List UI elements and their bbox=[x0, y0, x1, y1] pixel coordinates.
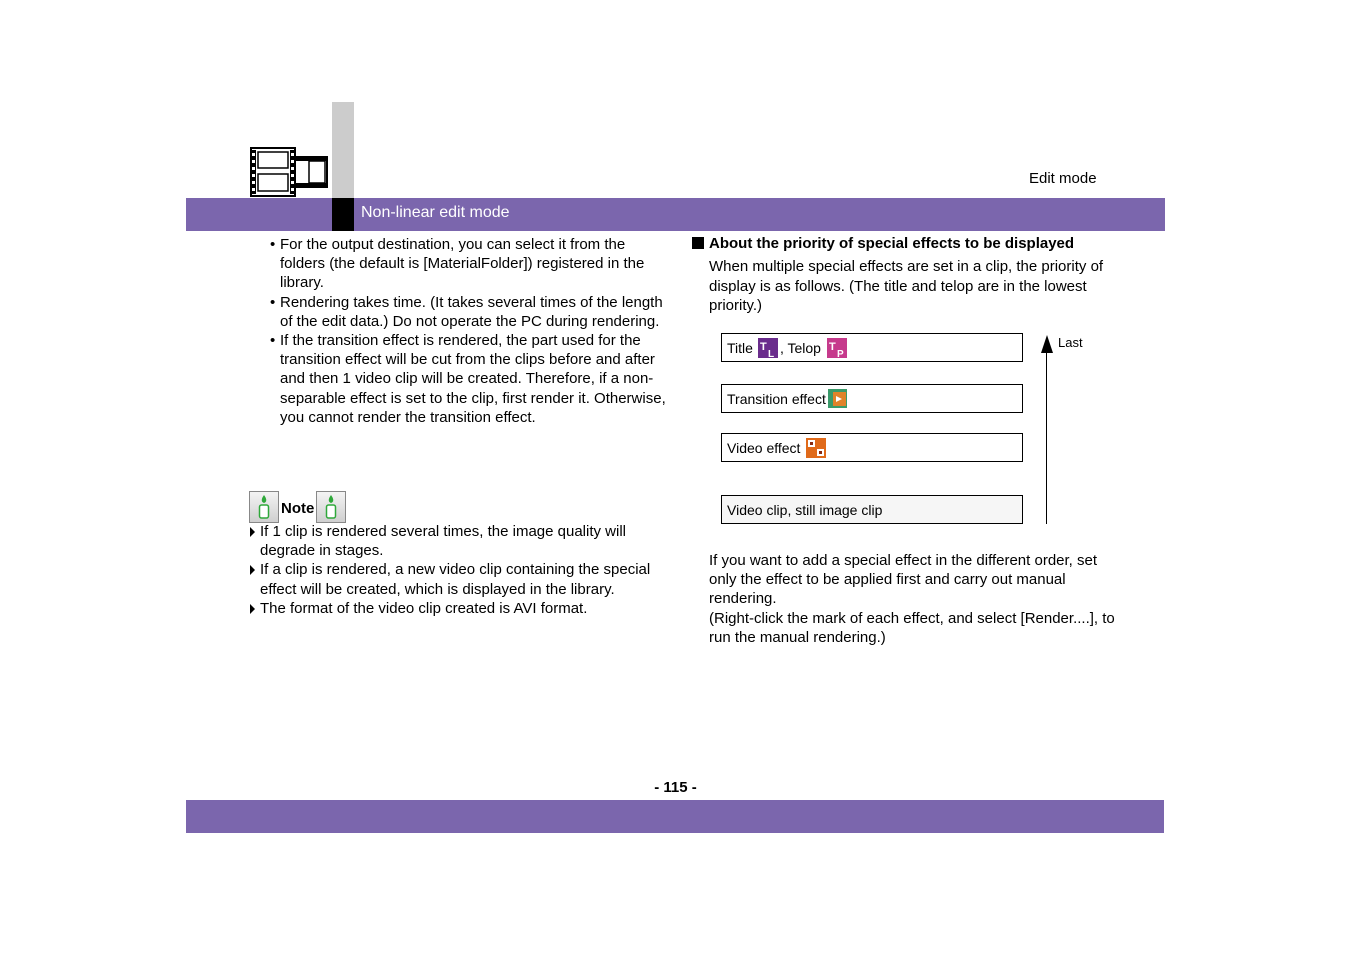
svg-text:T: T bbox=[828, 340, 836, 353]
list-item: If a clip is rendered, a new video clip containing the special effect will be created, which is displayed in the library. bbox=[248, 560, 668, 598]
priority-heading: About the priority of special effects to be displayed bbox=[709, 235, 1075, 252]
title-label: Title bbox=[727, 339, 753, 356]
film-strip-icon bbox=[249, 146, 329, 198]
output-bullets bbox=[270, 235, 670, 427]
closing-paragraph: If you want to add a special effect in the different order, set only the effect to be applied first and carry out manual rendering. bbox=[709, 552, 1098, 608]
transition-effect-icon bbox=[828, 389, 847, 408]
list-item: • For the output destination, you can select it from the folders (the default is [MaterialFolder]) registered in the library. bbox=[270, 235, 670, 293]
priority-box-video-effect bbox=[721, 433, 1023, 462]
priority-arrow-head bbox=[1041, 335, 1053, 353]
telop-icon bbox=[827, 338, 847, 358]
svg-text:L: L bbox=[767, 348, 775, 358]
list-item: The format of the video clip created is AVI format. bbox=[248, 599, 668, 618]
list-item: If 1 clip is rendered several times, the image quality will degrade in stages. bbox=[248, 522, 668, 560]
video-effect-icon bbox=[806, 438, 826, 458]
priority-box-clip bbox=[721, 495, 1023, 524]
heading-square-icon bbox=[692, 237, 704, 249]
priority-box-title-telop bbox=[721, 333, 1023, 362]
last-label: Last bbox=[1058, 335, 1083, 350]
list-item: • Rendering takes time. (It takes several times of the length of the edit data.) Do not operate the PC during rendering. bbox=[270, 293, 670, 331]
section-title: Non-linear edit mode bbox=[361, 204, 510, 221]
title-icon bbox=[758, 338, 778, 358]
closing-text bbox=[709, 551, 1119, 647]
list-item: • If the transition effect is rendered, the part used for the transition effect will be cut from the clips before and after and then 1 video clip will be created. Therefore, if a non-separable effect is set to the clip, first render it. Otherwise, you cannot render the transition effect. bbox=[270, 331, 670, 427]
video-effect-label: Video effect bbox=[727, 439, 801, 456]
clip-label: Video clip, still image clip bbox=[727, 501, 883, 518]
note-heading bbox=[249, 490, 346, 524]
header-black-tab bbox=[332, 198, 354, 231]
note-list bbox=[248, 522, 668, 618]
page-number: - 115 - bbox=[654, 779, 697, 796]
transition-label: Transition effect bbox=[727, 390, 826, 407]
note-label: Note bbox=[281, 499, 315, 517]
edit-mode-label: Edit mode bbox=[1029, 170, 1097, 187]
priority-intro: When multiple special effects are set in a clip, the priority of display is as follows. (The title and telop are in the lowest priority.) bbox=[709, 258, 1104, 314]
header-gray-tab bbox=[332, 102, 354, 198]
telop-label: , Telop bbox=[779, 339, 821, 356]
priority-arrow-line bbox=[1046, 348, 1047, 524]
svg-text:P: P bbox=[836, 348, 844, 358]
closing-paragraph: (Right-click the mark of each effect, and select [Render....], to run the manual rendering.) bbox=[709, 609, 1115, 646]
note-candle-icon bbox=[249, 491, 279, 523]
note-candle-icon bbox=[316, 491, 346, 523]
priority-box-transition bbox=[721, 384, 1023, 413]
footer-bar bbox=[186, 800, 1164, 833]
svg-text:T: T bbox=[759, 340, 767, 353]
